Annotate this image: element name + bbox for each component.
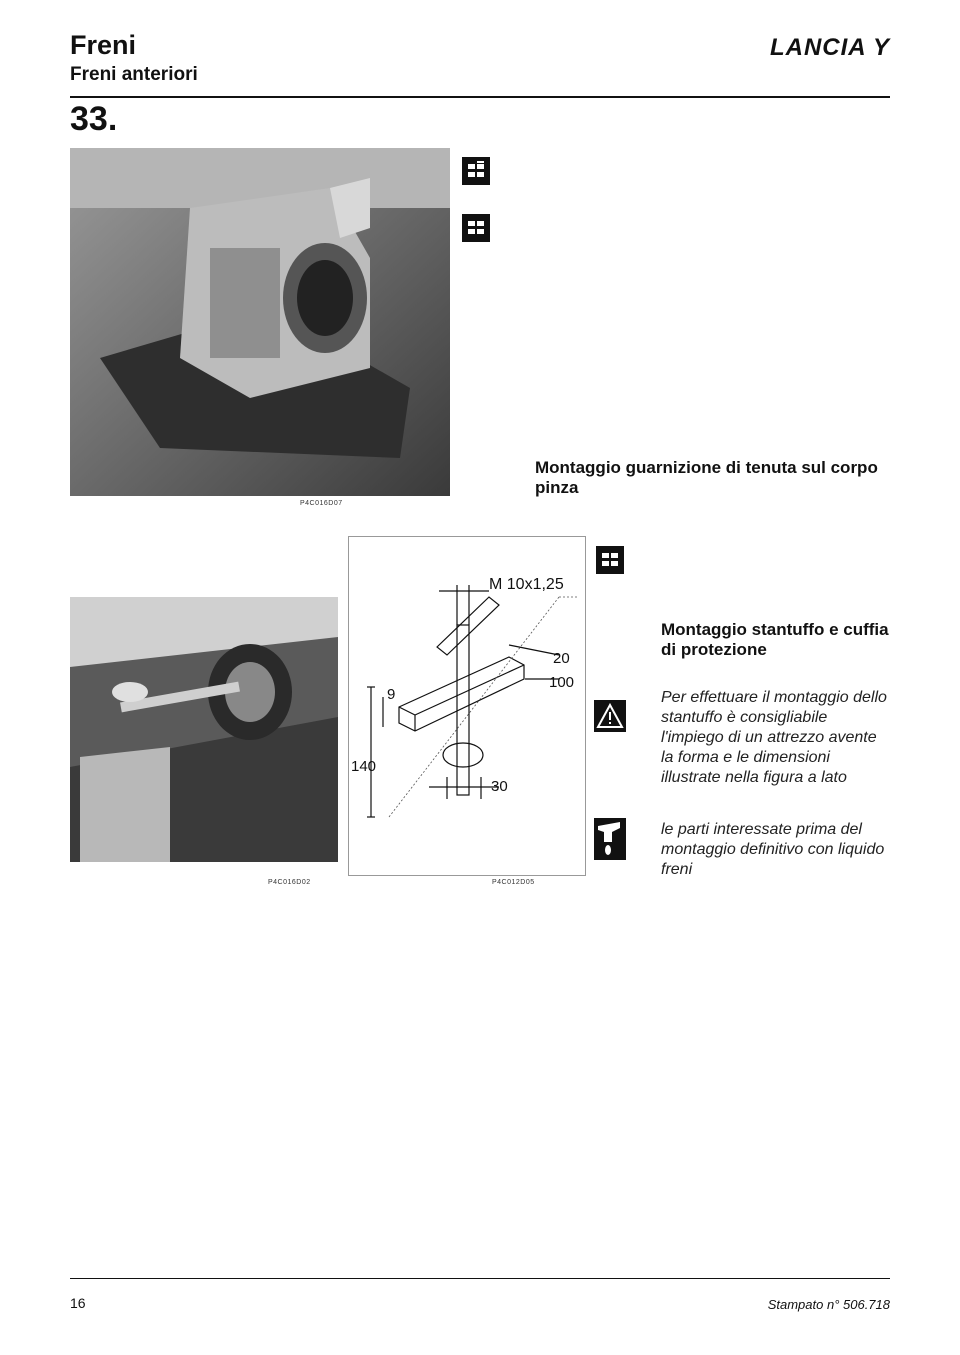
- dim-thread-label: M 10x1,25: [489, 576, 564, 593]
- dim-9-label: 9: [387, 686, 396, 703]
- warning-icon: [594, 700, 626, 732]
- section-number: 33.: [70, 100, 118, 138]
- printed-info: Stampato n° 506.718: [767, 1297, 890, 1312]
- footer-rule: [70, 1278, 890, 1279]
- dim-20-label: 20: [553, 650, 570, 667]
- header-subtitle: Freni anteriori: [70, 64, 198, 85]
- caliper-photo: [70, 148, 450, 496]
- piston-photo: [70, 597, 338, 862]
- tool-drawing: [349, 537, 585, 875]
- dim-140-label: 140: [351, 758, 377, 775]
- disassembly-icon: [462, 157, 490, 185]
- assembly-icon: [462, 214, 490, 242]
- assembly-icon-2: [596, 546, 624, 574]
- caption-piston-assembly: Montaggio stantuffo e cuffia di protezione: [661, 620, 889, 659]
- piston-illustration: [70, 597, 338, 862]
- header-brand: LANCIA Y: [769, 34, 890, 61]
- header-rule: [70, 96, 890, 98]
- photo2-code: P4C016D02: [268, 879, 311, 886]
- header-title: Freni: [70, 30, 137, 60]
- caption-seal-assembly: Montaggio guarnizione di tenuta sul corpo pinza: [535, 458, 878, 497]
- caliper-illustration: [70, 148, 450, 496]
- warning-text: Per effettuare il montaggio dello stantuffo è consigliabile l'impiego di un attrezzo avente la forma e le dimensioni illustrate nella figura a lato: [661, 689, 887, 786]
- lubricate-icon: [594, 818, 626, 860]
- page-number: 16: [70, 1295, 86, 1311]
- lubricate-text: le parti interessate prima del montaggio definitivo con liquido freni: [661, 821, 885, 878]
- photo1-code: P4C016D07: [300, 500, 343, 507]
- dim-100-label: 100: [549, 674, 575, 691]
- diagram-code: P4C012D05: [492, 879, 535, 886]
- tool-diagram: [348, 536, 586, 876]
- dim-30-label: 30: [491, 778, 508, 795]
